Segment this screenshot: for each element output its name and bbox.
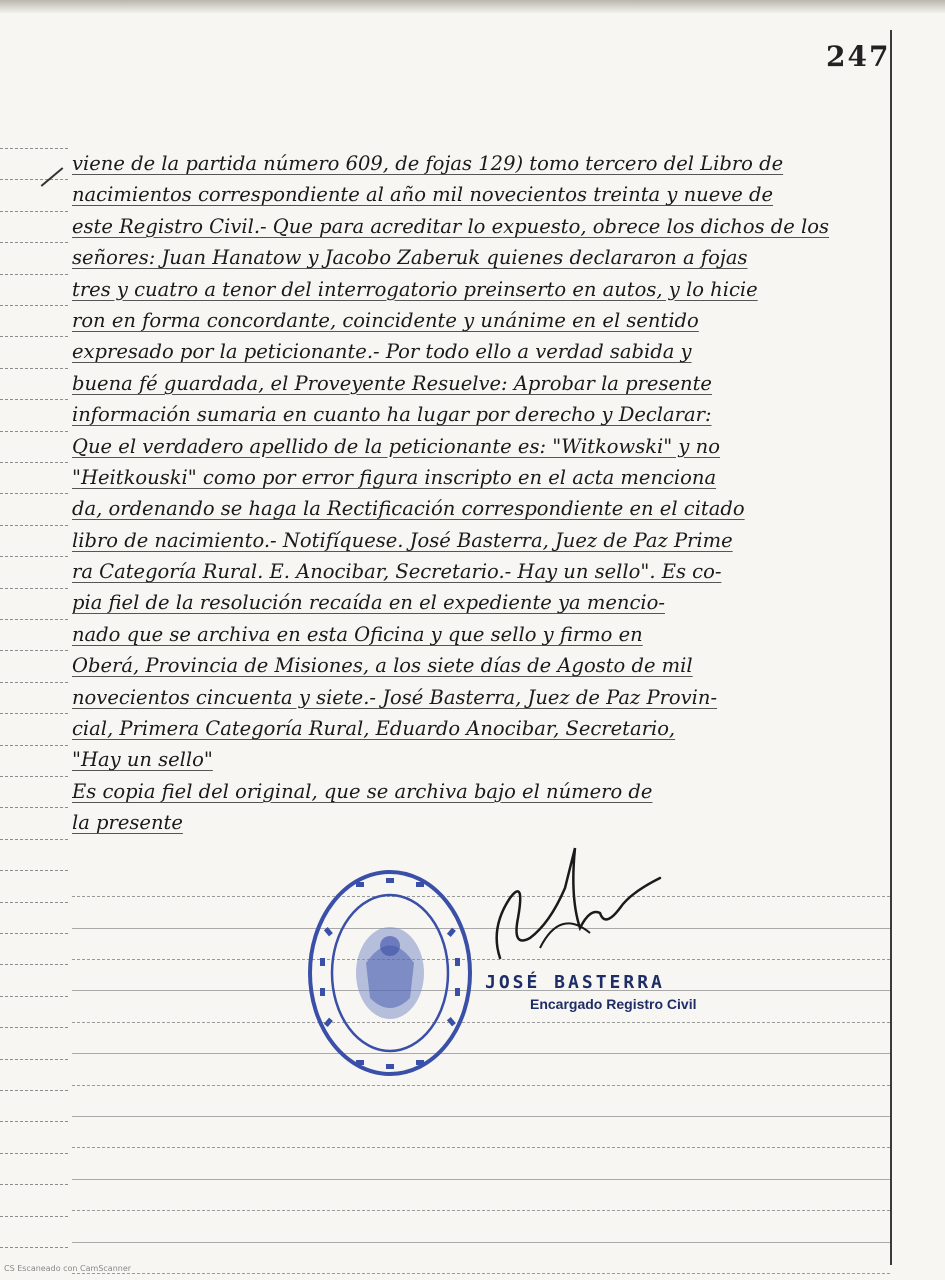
ruled-line: [72, 1116, 890, 1117]
text-line: este Registro Civil.- Que para acreditar lo expuesto, obrece los dichos de los: [72, 214, 829, 238]
margin-dashed-line: [0, 682, 68, 683]
margin-dashed-line: [0, 902, 68, 903]
text-line: cial, Primera Categoría Rural, Eduardo Anocibar, Secretario,: [72, 717, 676, 741]
margin-dashed-line: [0, 807, 68, 808]
text-line: ra Categoría Rural. E. Anocibar, Secretario.- Hay un sello". Es co-: [72, 560, 722, 584]
text-line: buena fé guardada, el Proveyente Resuelve: Aprobar la presente: [72, 371, 712, 395]
margin-dashed-line: [0, 525, 68, 526]
text-line: nado que se archiva en esta Oficina y que sello y firmo en: [72, 622, 643, 646]
ruled-line: [72, 1022, 890, 1023]
page-number: 247: [826, 40, 891, 73]
margin-dashed-line: [0, 1247, 68, 1248]
scanner-watermark: CS Escaneado con CamScanner: [4, 1264, 132, 1273]
text-line: ron en forma concordante, coincidente y unánime en el sentido: [72, 308, 699, 332]
margin-dashed-line: [0, 588, 68, 589]
margin-dashed-line: [0, 274, 68, 275]
signer-title: Encargado Registro Civil: [530, 996, 697, 1012]
ruled-line: [72, 1085, 890, 1086]
ruled-line: [72, 1273, 890, 1274]
text-line: nacimientos correspondiente al año mil novecientos treinta y nueve de: [72, 183, 774, 207]
ruled-line: [72, 1242, 890, 1243]
margin-dashed-line: [0, 305, 68, 306]
margin-dashed-line: [0, 493, 68, 494]
margin-dashed-line: [0, 431, 68, 432]
margin-dashed-line: [0, 179, 68, 180]
handwritten-signature: [470, 838, 670, 968]
margin-dashed-line: [0, 1027, 68, 1028]
ruled-line: [72, 1179, 890, 1180]
ruled-line: [72, 1053, 890, 1054]
text-line: da, ordenando se haga la Rectificación correspondiente en el citado: [72, 497, 745, 521]
margin-dashed-line: [0, 1153, 68, 1154]
margin-dashed-line: [0, 745, 68, 746]
text-line: Es copia fiel del original, que se archiva bajo el número de: [72, 779, 653, 803]
text-line: "Heitkouski" como por error figura inscripto en el acta menciona: [72, 465, 717, 489]
margin-dashed-line: [0, 1090, 68, 1091]
text-line: pia fiel de la resolución recaída en el expediente ya mencio-: [72, 591, 665, 615]
text-line: señores: Juan Hanatow y Jacobo Zaberuk quienes declararon a fojas: [72, 246, 748, 270]
signer-name: JOSÉ BASTERRA: [485, 972, 665, 993]
text-line: novecientos cincuenta y siete.- José Basterra, Juez de Paz Provin-: [72, 685, 718, 709]
ruled-line: [72, 1147, 890, 1148]
margin-dashed-line: [0, 650, 68, 651]
margin-dashed-line: [0, 1059, 68, 1060]
margin-dashed-line: [0, 211, 68, 212]
text-line: libro de nacimiento.- Notifíquese. José Basterra, Juez de Paz Prime: [72, 528, 733, 552]
text-line: viene de la partida número 609, de fojas 129) tomo tercero del Libro de: [72, 152, 784, 175]
ruled-line: [72, 1210, 890, 1211]
handwritten-text-block: [72, 148, 890, 839]
text-line: tres y cuatro a tenor del interrogatorio preinserto en autos, y lo hicie: [72, 277, 758, 301]
margin-dashed-line: [0, 619, 68, 620]
margin-dashed-line: [0, 713, 68, 714]
margin-dashed-line: [0, 148, 68, 149]
text-line: la presente: [72, 811, 183, 835]
margin-dashed-line: [0, 336, 68, 337]
margin-dashed-line: [0, 870, 68, 871]
margin-dashed-line: [0, 556, 68, 557]
margin-dashed-line: [0, 1184, 68, 1185]
text-line: Que el verdadero apellido de la peticionante es: "Witkowski" y no: [72, 434, 720, 458]
margin-dashed-line: [0, 996, 68, 997]
margin-dashed-line: [0, 933, 68, 934]
margin-dashed-line: [0, 839, 68, 840]
text-line: Oberá, Provincia de Misiones, a los siete días de Agosto de mil: [72, 654, 693, 678]
margin-dashed-line: [0, 399, 68, 400]
ruled-line: [72, 990, 890, 991]
margin-dashed-line: [0, 964, 68, 965]
margin-dashed-line: [0, 1216, 68, 1217]
margin-dashed-line: [0, 368, 68, 369]
margin-dashed-line: [0, 462, 68, 463]
official-seal: [306, 868, 474, 1078]
margin-dashed-line: [0, 242, 68, 243]
margin-dashed-line: [0, 1121, 68, 1122]
text-line: expresado por la peticionante.- Por todo ello a verdad sabida y: [72, 340, 692, 364]
text-line: información sumaria en cuanto ha lugar por derecho y Declarar:: [72, 403, 712, 427]
text-line: "Hay un sello": [72, 748, 213, 772]
margin-dashed-line: [0, 776, 68, 777]
